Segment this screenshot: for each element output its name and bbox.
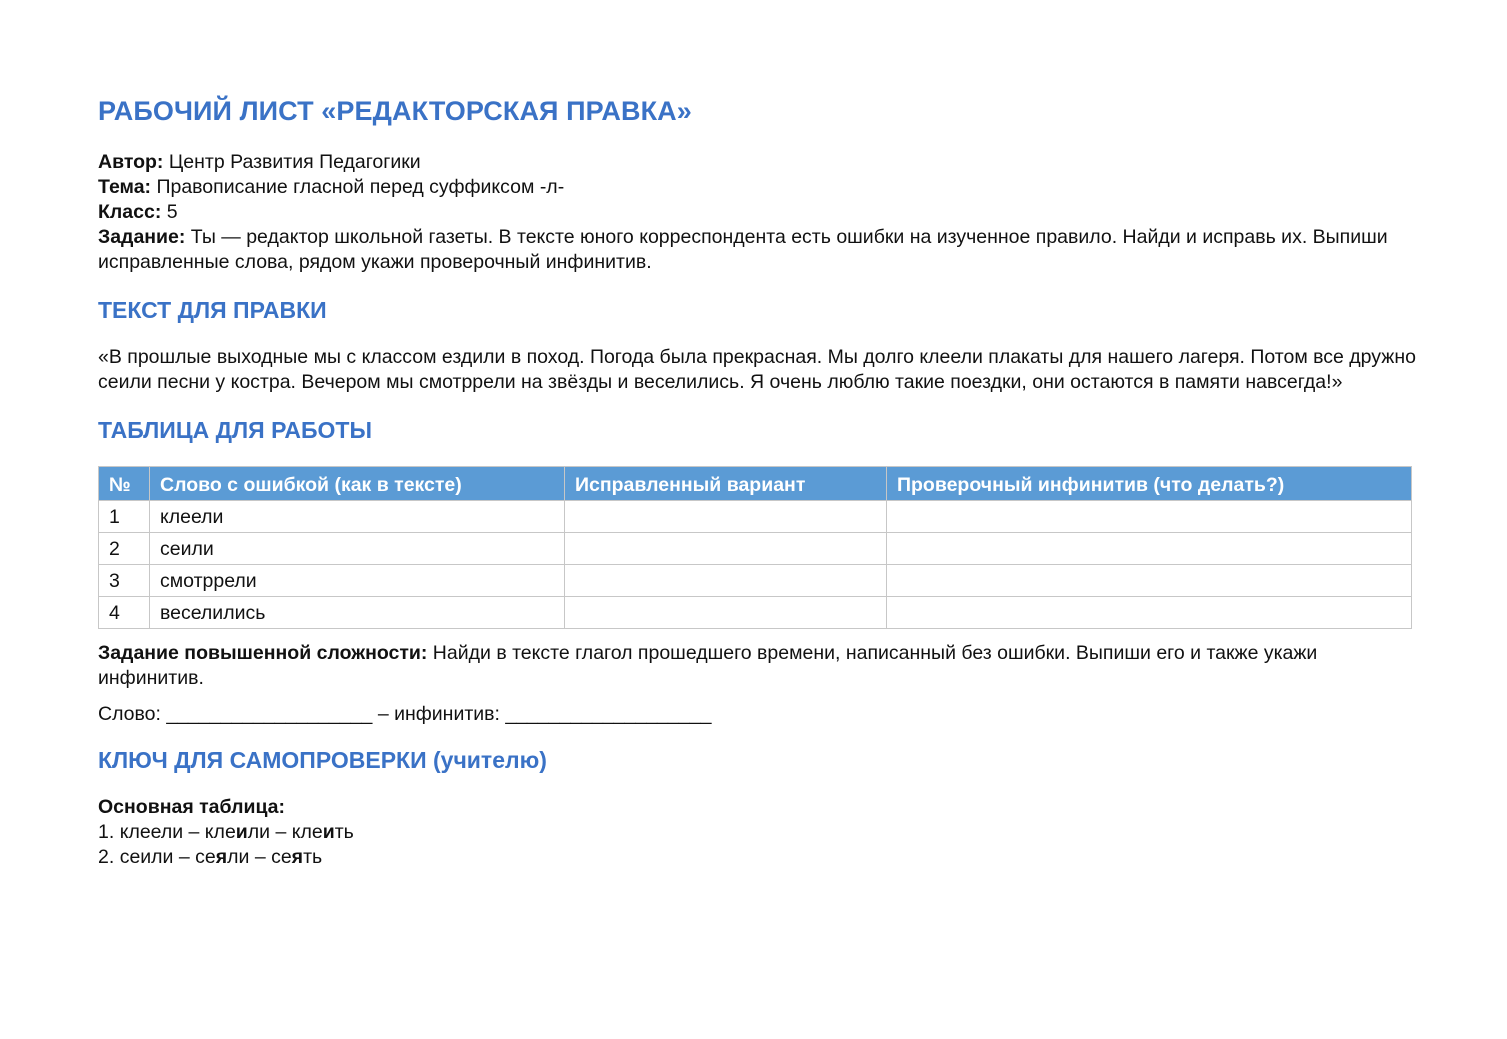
key-section-heading: КЛЮЧ ДЛЯ САМОПРОВЕРКИ (учителю) — [98, 747, 547, 773]
row-number: 4 — [99, 597, 150, 629]
grade-value: 5 — [161, 201, 178, 223]
key-item: 2. сеили – сеяли – сеять — [98, 846, 323, 868]
key-item: 1. клеели – клеили – клеить — [98, 821, 354, 843]
key-sub-label: Основная таблица: — [98, 796, 286, 818]
row-error-word: сеили — [150, 533, 565, 565]
header-error-word: Слово с ошибкой (как в тексте) — [150, 467, 565, 501]
row-infinitive-cell[interactable] — [887, 501, 1412, 533]
story-text: «В прошлые выходные мы с классом ездили в поход. Погода была прекрасная. Мы долго клеели плакаты для нашего лагеря. Потом все дружно сеили песни у костра. Вечером мы смотррели на звёзды и веселились. Я очень люблю такие поездки, они остаются в памяти навсегда!» — [98, 346, 1416, 393]
topic-value: Правописание гласной перед суффиксом -л- — [151, 176, 565, 198]
header-infinitive: Проверочный инфинитив (что делать?) — [887, 467, 1412, 501]
row-number: 1 — [99, 501, 150, 533]
meta-topic — [98, 175, 1418, 200]
row-infinitive-cell[interactable] — [887, 597, 1412, 629]
table-row — [99, 501, 1412, 533]
author-value: Центр Развития Педагогики — [163, 151, 421, 173]
row-infinitive-cell[interactable] — [887, 533, 1412, 565]
meta-author — [98, 150, 1418, 175]
hard-task-fill-line[interactable]: Слово: ___________________ – инфинитив: ___________________ — [98, 703, 712, 725]
row-number: 3 — [99, 565, 150, 597]
table-row — [99, 597, 1412, 629]
task-value: Ты — редактор школьной газеты. В тексте юного корреспондента есть ошибки на изученное правило. Найди и исправь их. Выпиши исправленные слова, рядом укажи проверочный инфинитив. — [98, 226, 1388, 273]
author-label: Автор: — [98, 151, 164, 173]
row-corrected-cell[interactable] — [565, 565, 887, 597]
work-table — [98, 466, 1412, 629]
meta-block — [98, 150, 1418, 275]
table-row — [99, 565, 1412, 597]
meta-task — [98, 225, 1418, 275]
table-row — [99, 533, 1412, 565]
header-number: № — [99, 467, 150, 501]
task-label: Задание: — [98, 226, 186, 248]
worksheet-page — [98, 94, 1418, 870]
row-error-word: клеели — [150, 501, 565, 533]
row-error-word: смотррели — [150, 565, 565, 597]
topic-label: Тема: — [98, 176, 152, 198]
row-corrected-cell[interactable] — [565, 597, 887, 629]
meta-grade — [98, 200, 1418, 225]
table-header-row — [99, 467, 1412, 501]
row-error-word: веселились — [150, 597, 565, 629]
key-block — [98, 795, 1418, 870]
row-corrected-cell[interactable] — [565, 501, 887, 533]
text-section-heading: ТЕКСТ ДЛЯ ПРАВКИ — [98, 297, 327, 323]
row-infinitive-cell[interactable] — [887, 565, 1412, 597]
header-corrected: Исправленный вариант — [565, 467, 887, 501]
row-corrected-cell[interactable] — [565, 533, 887, 565]
grade-label: Класс: — [98, 201, 162, 223]
row-number: 2 — [99, 533, 150, 565]
hard-task-label: Задание повышенной сложности: — [98, 642, 428, 664]
table-section-heading: ТАБЛИЦА ДЛЯ РАБОТЫ — [98, 417, 373, 443]
hard-task-text: Найди в тексте глагол прошедшего времени, написанный без ошибки. Выпиши его и также укажи инфинитив. — [98, 642, 1318, 689]
worksheet-title: РАБОЧИЙ ЛИСТ «РЕДАКТОРСКАЯ ПРАВКА» — [98, 96, 692, 126]
hard-task — [98, 641, 1418, 691]
